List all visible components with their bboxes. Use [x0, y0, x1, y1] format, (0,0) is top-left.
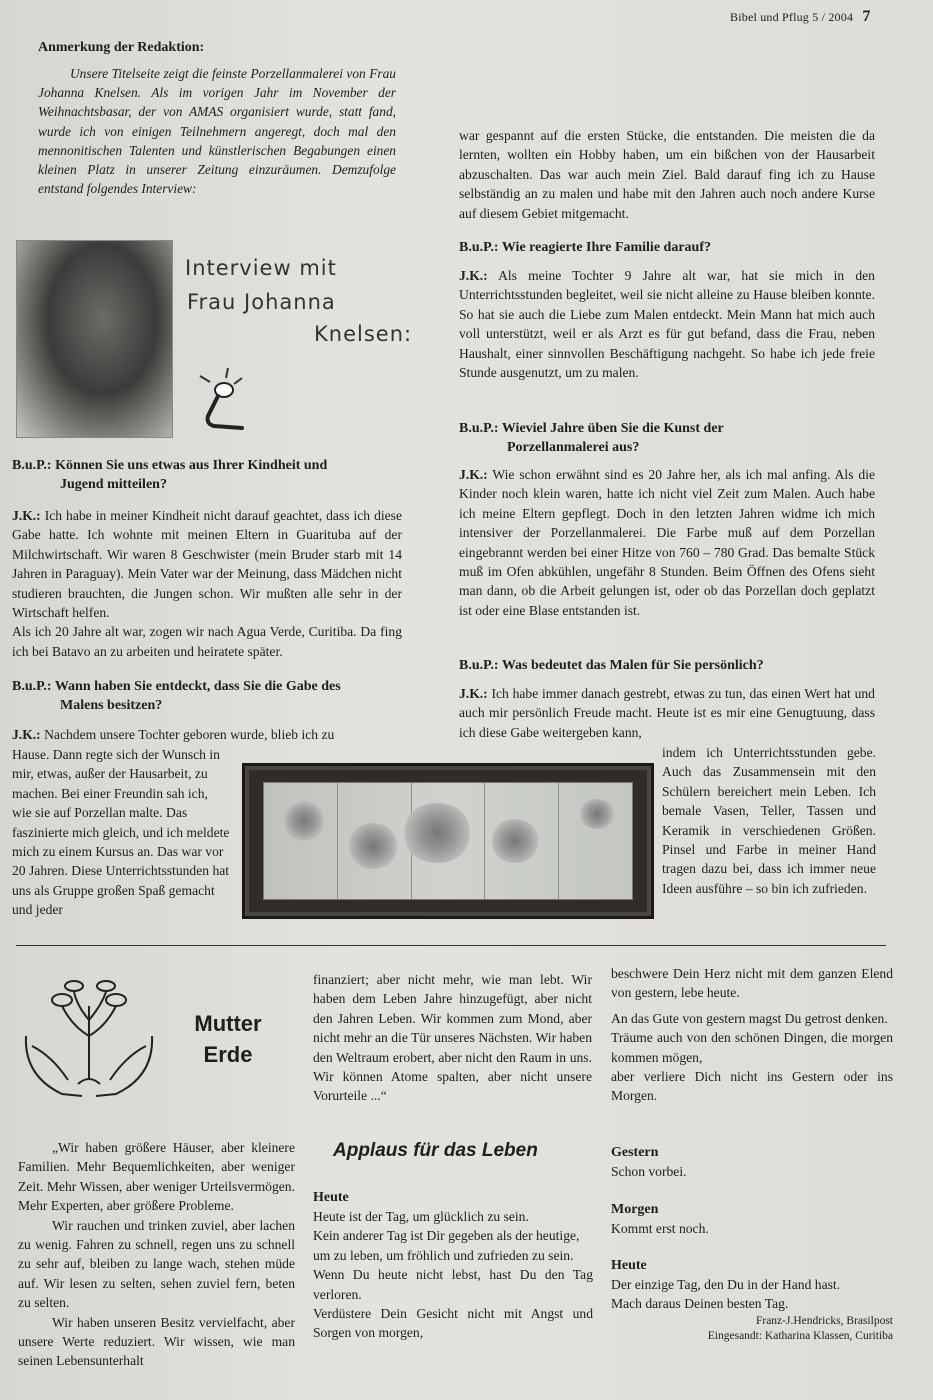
credit-author: Franz-J.Hendricks, Brasilpost [755, 1314, 893, 1327]
mutter-erde-p2: Wir rauchen und trinken zuviel, aber lachen zu wenig. Fahren zu schnell, regen uns zu schnell zu sehr auf, bleiben zu lange wach, stehen müde auf. Wir lesen zu selten, sehen zuviel fern, beten zu selten. [18, 1217, 295, 1311]
heute-final-block [611, 1256, 893, 1344]
question-5 [459, 656, 875, 675]
answer-2-first [12, 725, 402, 744]
a5-label: J.K.: [459, 686, 488, 701]
q4-label: B.u.P.: [459, 421, 499, 436]
q5-label: B.u.P.: [459, 658, 499, 673]
applaus-text-col3 [611, 964, 893, 1106]
question-4 [459, 419, 875, 457]
answer-3 [459, 266, 875, 382]
applaus-title: Applaus für das Leben [333, 1140, 538, 1161]
heute-line-3: um zu leben, um fröhlich und zufrieden zu sein. [313, 1247, 574, 1263]
q1-line1: Können Sie uns etwas aus Ihrer Kindheit und [55, 458, 328, 473]
q3-label: B.u.P.: [459, 240, 499, 255]
heute-final-text-2: Mach daraus Deinen besten Tag. [611, 1296, 789, 1312]
microphone-icon [192, 366, 252, 436]
q5-line1: Was bedeutet das Malen für Sie persönlich? [501, 658, 764, 673]
answer-4 [459, 465, 875, 620]
q4-line2: Porzellanmalerei aus? [507, 440, 640, 455]
question-2 [12, 677, 402, 715]
a5-first: Ich habe immer danach gestrebt, etwas zu tun, das einen Wert hat und auch mir persönlich Freude macht. Heute ist es mir eine Genugtuung, dass ich diese Gabe weitergeben kann, [459, 686, 875, 740]
morgen-heading: Morgen [611, 1202, 659, 1217]
q2-line1: Wann haben Sie entdeckt, dass Sie die Gabe des [54, 679, 341, 694]
q1-label: B.u.P.: [12, 458, 52, 473]
morgen-block [611, 1200, 893, 1238]
mutter-erde-p1: „Wir haben größere Häuser, aber kleinere Familien. Mehr Bequemlichkeiten, aber weniger Zeit. Mehr Wissen, aber weniger Urteilsvermögen. Mehr Experten, aber größere Probleme. [18, 1140, 295, 1214]
mutter-erde-title-2: Erde [203, 1042, 253, 1067]
a2-first: Nachdem unsere Tochter geboren wurde, blieb ich zu [44, 727, 335, 742]
answer-5-first [459, 684, 875, 742]
applaus-c3-4: aber verliere Dich nicht ins Gestern oder ins Morgen. [611, 1069, 893, 1104]
applaus-text [313, 1188, 593, 1343]
a5-text: indem ich Unterrichtsstunden gebe. Auch das Zusammensein mit den Schülern bereichert mein Leben. Ich bemale Vasen, Teller, Tassen und Keramik in verschiedenen Größen. Pinsel und Farbe in meiner Hand tragen dazu bei, dass ich immer neue Ideen ausführe – so bin ich zufrieden. [662, 745, 876, 896]
gestern-text: Schon vorbei. [611, 1164, 687, 1179]
q1-line2: Jugend mitteilen? [60, 477, 167, 492]
editor-note-title: Anmerkung der Redaktion: [38, 40, 205, 55]
gestern-heading: Gestern [611, 1145, 659, 1160]
q2-label: B.u.P.: [12, 679, 52, 694]
interview-title-line2: Frau Johanna [187, 290, 336, 314]
answer-2 [12, 745, 230, 920]
gestern-block [611, 1143, 893, 1181]
a1-text2: Als ich 20 Jahre alt war, zogen wir nach Agua Verde, Curitiba. Da fing ich bei Batavo an zu arbeiten und heiratete später. [12, 624, 402, 659]
q4-line1: Wieviel Jahre üben Sie die Kunst der [501, 421, 724, 436]
mutter-erde-continued [313, 970, 592, 1106]
answer-2-continued [459, 126, 875, 223]
a1-text: Ich habe in meiner Kindheit nicht darauf geachtet, dass ich diese Gabe hatte. Ich wohnte mit meinen Eltern in Guarituba auf der Milchwirtschaft. Wir waren 8 Geschwister (mein Bruder starb mit 14 Jahren in Paraguay). Mein Vater war der Meinung, dass Mädchen nicht studieren brauchten, die Jungen schon. Wir mußten alle sehr in der Wirtschaft helfen. [12, 508, 402, 621]
question-3 [459, 238, 875, 257]
portrait-photo [16, 240, 173, 438]
a2-continued: war gespannt auf die ersten Stücke, die entstanden. Die meisten die da lernten, wollten ein Hobby haben, um ein bißchen von der Hausarbeit abzuschalten. Das war auch mein Ziel. Bald darauf fing ich zu Hause selbständig an zu malen und habe mit den Jahren auch noch andere Kurse auf diesem Gebiet mitgemacht. [459, 128, 875, 221]
a2-label: J.K.: [12, 727, 41, 742]
mutter-erde-p3: Wir haben unseren Besitz vervielfacht, aber unsere Werte reduziert. Wir wissen, wie man seinen Lebensunterhalt [18, 1314, 295, 1369]
heute-final-text-1: Der einzige Tag, den Du in der Hand hast. [611, 1277, 841, 1292]
a1-label: J.K.: [12, 508, 41, 523]
heute-heading: Heute [313, 1190, 349, 1205]
q3-line1: Wie reagierte Ihre Familie darauf? [501, 240, 711, 255]
credit-submitted: Eingesandt: Katharina Klassen, Curitiba [707, 1329, 893, 1342]
a2-text: Hause. Dann regte sich der Wunsch in mir, etwas, außer der Hausarbeit, zu machen. Bei einer Freundin sah ich, wie sie auf Porzellan malte. Das faszinierte mich gleich, und ich meldete mich zu einem Kursus an. Das war vor 20 Jahren. Diese Unterrichtsstunden hat uns als Gruppe großen Spaß gemacht und jeder [12, 747, 230, 918]
mutter-erde-text [18, 1138, 295, 1371]
interview-title-line1: Interview mit [185, 256, 337, 280]
heute-line-1: Heute ist der Tag, um glücklich zu sein. [313, 1209, 529, 1224]
magazine-name: Bibel und Pflug [730, 10, 810, 24]
mutter-erde-title-1: Mutter [194, 1011, 262, 1036]
a3-text: Als meine Tochter 9 Jahre alt war, hat sie mich in den Unterrichtsstunden begleitet, weil sie nicht alleine zu Hause bleiben konnte. So hat sie auch die Liebe zum Malen entdeckt. Mein Mann hat mich auch voll unterstützt, weil er als Arzt es für gut befand, dass die Frau, neben Haushalt, einer sinnvollen Beschäftigung nachgeht. So habe ich jede freie Stunde ausgenutzt, um zu malen. [459, 268, 875, 381]
editor-note [38, 40, 396, 198]
mutter-erde-title [175, 1008, 281, 1070]
heute-line-2: Kein anderer Tag ist Dir gegeben als der heutige, [313, 1228, 580, 1244]
hands-plant-icon [22, 976, 156, 1102]
a3-label: J.K.: [459, 268, 488, 283]
q2-line2: Malens besitzen? [60, 698, 163, 713]
mutter-erde-p4: finanziert; aber nicht mehr, wie man lebt. Wir haben dem Leben Jahre hinzugefügt, aber nicht den Jahren Leben. Wir kommen zum Mond, aber nicht mehr an die Tür unseres Nächsten. Wir haben den Weltraum erobert, aber nicht den Raum in uns. Wir können Atome spalten, aber nicht unsere Vorurteile ...“ [313, 972, 592, 1104]
interview-title-line3: Knelsen: [314, 322, 413, 346]
answer-5 [662, 743, 876, 898]
heute-final-heading: Heute [611, 1258, 647, 1273]
section-divider [16, 945, 886, 946]
porcelain-painting-image [242, 763, 654, 919]
applaus-c3-3: Träume auch von den schönen Dingen, die morgen kommen mögen, [611, 1030, 893, 1065]
page-header [730, 8, 871, 26]
applaus-c3-2: An das Gute von gestern magst Du getrost denken. [611, 1010, 888, 1026]
a4-text: Wie schon erwähnt sind es 20 Jahre her, als ich mal anfing. Als die Kinder noch klein waren, hatte ich nicht viel Zeit zum Malen. Auch habe ich meine Eltern gepflegt. Doch in den letzten Jahren widme ich mich intensiver der Porzellanmalerei. Die Farbe muß auf dem Porzellan eingebrannt werden bei einer Hitze von 760 – 780 Grad. Das bemalte Stück muß im Ofen abkühlen, ungefähr 8 Stunden. Beim Öffnen des Ofens sieht man dann, ob die Arbeit gelungen ist, oder ob das Porzellan doch geplatzt ist oder eine Blase entstanden ist. [459, 467, 876, 618]
page-number: 7 [862, 8, 871, 25]
heute-line-4: Wenn Du heute nicht lebst, hast Du den Tag verloren. [313, 1267, 593, 1302]
issue-number: 5 / 2004 [812, 10, 854, 24]
answer-1 [12, 506, 402, 661]
applaus-c3-1: beschwere Dein Herz nicht mit dem ganzen Elend von gestern, lebe heute. [611, 966, 893, 1001]
question-1 [12, 456, 402, 494]
morgen-text: Kommt erst noch. [611, 1221, 709, 1236]
heute-line-5: Verdüstere Dein Gesicht nicht mit Angst und Sorgen von morgen, [313, 1306, 593, 1341]
a4-label: J.K.: [459, 467, 488, 482]
editor-note-body: Unsere Titelseite zeigt die feinste Porzellanmalerei von Frau Johanna Knelsen. Als im vorigen Jahr im November der Weihnachtsbasar, der von AMAS organisiert wurde, statt fand, wurde ich von einigen Teilnehmern angeregt, doch mal den mennonitischen Talenten und künstlerischen Begabungen einen kleinen Platz in unserer Zeitung einzuräumen. Demzufolge entstand folgendes Interview: [38, 66, 396, 197]
